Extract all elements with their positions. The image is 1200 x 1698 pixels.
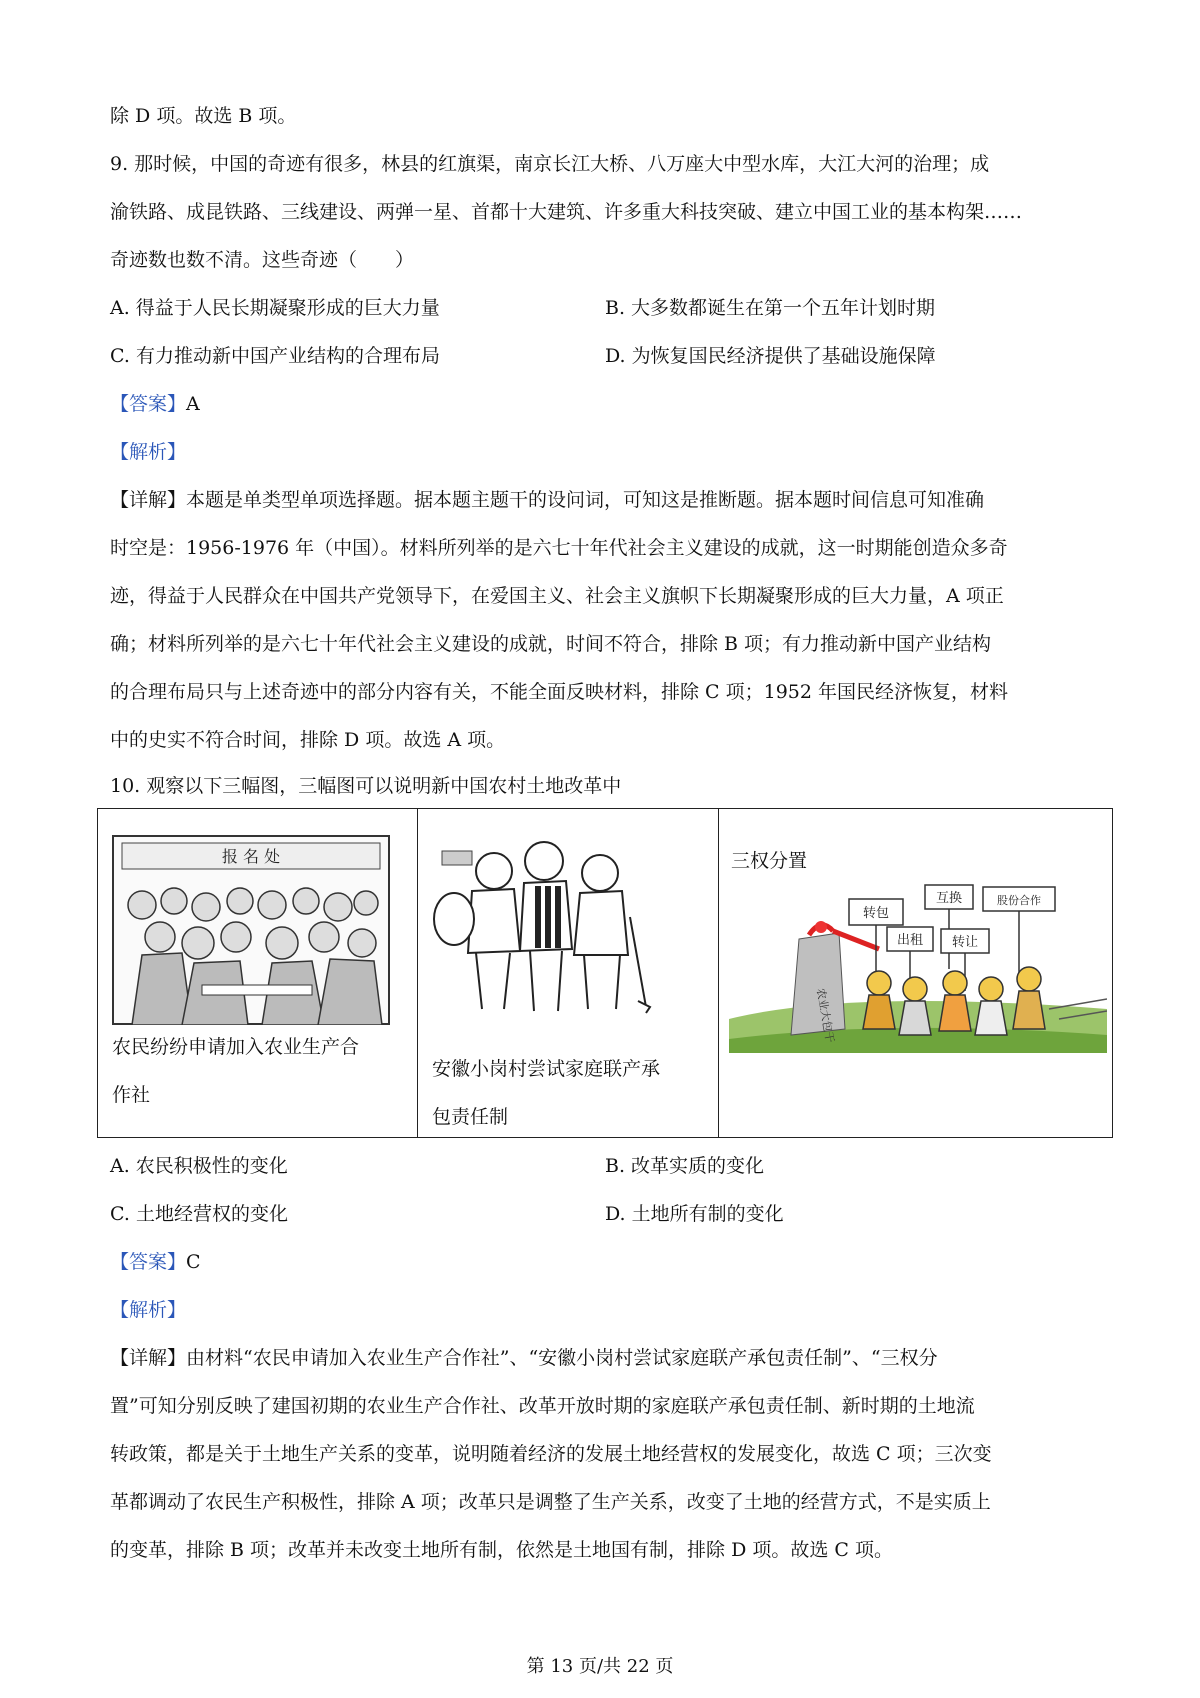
- monument-text: 农业大包干: [814, 987, 837, 1044]
- q9-option-b: B. 大多数都诞生在第一个五年计划时期: [605, 297, 936, 319]
- q10-option-a: A. 农民积极性的变化: [110, 1155, 288, 1177]
- detail-tag: 【详解】: [110, 1347, 187, 1369]
- answer-value: C: [186, 1251, 201, 1273]
- farmers-cartoon: [432, 831, 652, 1019]
- q10-analysis-heading: [110, 1298, 186, 1322]
- detail-text: 由材料“农民申请加入农业生产合作社”、“安徽小岗村尝试家庭联产承包责任制”、“三权分: [186, 1347, 938, 1369]
- q9-detail-line-2: 时空是：1956-1976 年（中国）。材料所列举的是六七十年代社会主义建设的成就，这一时期能创造众多奇: [110, 537, 1008, 559]
- analysis-tag: 【解析】: [110, 1299, 187, 1321]
- q10-detail-line-4: 革都调动了农民生产积极性，排除 A 项；改革只是调整了生产关系，改变了土地的经营方式，不是实质上: [110, 1491, 991, 1513]
- q9-option-a: A. 得益于人民长期凝聚形成的巨大力量: [110, 297, 440, 319]
- q10-detail-line-5: 的变革，排除 B 项；改革并未改变土地所有制，依然是土地国有制，排除 D 项。故选 C 项。: [110, 1539, 893, 1561]
- q9-detail-line-6: 中的史实不符合时间，排除 D 项。故选 A 项。: [110, 729, 506, 751]
- q10-option-b: B. 改革实质的变化: [605, 1155, 765, 1177]
- table-cell-three-rights: [718, 809, 1112, 1137]
- detail-text: 本题是单类型单项选择题。据本题主题干的设问词，可知这是推断题。据本题时间信息可知准确: [186, 489, 985, 511]
- cell1-caption-line-2: 作社: [112, 1084, 151, 1106]
- q9-stem-line-1: 9. 那时候，中国的奇迹有很多，林县的红旗渠，南京长江大桥、八万座大中型水库，大江大河的治理；成: [110, 153, 990, 175]
- q9-option-c: C. 有力推动新中国产业结构的合理布局: [110, 345, 440, 367]
- sign-chuzu: 出租: [896, 933, 924, 948]
- cooperative-illustration: [112, 835, 390, 1025]
- q9-detail-line-5: 的合理布局只与上述奇迹中的部分内容有关，不能全面反映材料，排除 C 项；1952 年国民经济恢复，材料: [110, 681, 1009, 703]
- q9-option-d: D. 为恢复国民经济提供了基础设施保障: [605, 345, 936, 367]
- table-cell-cooperative: [98, 809, 417, 1137]
- q10-answer: [110, 1250, 201, 1274]
- signboard-text: 报 名 处: [221, 847, 281, 866]
- prev-analysis-end: 除 D 项。故选 B 项。: [110, 105, 297, 127]
- q10-option-c: C. 土地经营权的变化: [110, 1203, 288, 1225]
- q10-option-d: D. 土地所有制的变化: [605, 1203, 784, 1225]
- q9-detail-line-1: [110, 488, 984, 512]
- answer-tag: 【答案】: [110, 393, 187, 415]
- sign-gufen-hezuo: 股份合作: [997, 894, 1041, 907]
- q9-stem-line-3: 奇迹数也数不清。这些奇迹（ ）: [110, 249, 415, 271]
- cell2-caption-line-2: 包责任制: [432, 1106, 509, 1128]
- cell2-caption-line-1: 安徽小岗村尝试家庭联产承: [432, 1058, 661, 1080]
- page-footer: 第 13 页/共 22 页: [526, 1656, 674, 1677]
- q9-answer: [110, 392, 200, 416]
- cell3-title: 三权分置: [731, 850, 808, 872]
- q9-analysis-heading: [110, 440, 186, 464]
- answer-tag: 【答案】: [110, 1251, 187, 1273]
- analysis-tag: 【解析】: [110, 441, 187, 463]
- three-rights-cartoon: [729, 879, 1107, 1053]
- cell1-caption-line-1: 农民纷纷申请加入农业生产合: [112, 1036, 360, 1058]
- answer-value: A: [186, 393, 200, 415]
- table-cell-household-contract: [417, 809, 718, 1137]
- q10-detail-line-1: [110, 1346, 938, 1370]
- q9-stem-line-2: 渝铁路、成昆铁路、三线建设、两弹一星、首都十大建筑、许多重大科技突破、建立中国工业的基本构架……: [110, 201, 1023, 223]
- q10-detail-line-2: 置”可知分别反映了建国初期的农业生产合作社、改革开放时期的家庭联产承包责任制、新时期的土地流: [110, 1395, 975, 1417]
- q10-stem: 10. 观察以下三幅图，三幅图可以说明新中国农村土地改革中: [110, 775, 622, 797]
- sign-zhuanbao: 转包: [862, 906, 890, 921]
- q10-image-table: [97, 808, 1113, 1138]
- sign-huhuan: 互换: [935, 891, 963, 906]
- q9-detail-line-4: 确；材料所列举的是六七十年代社会主义建设的成就，时间不符合，排除 B 项；有力推动新中国产业结构: [110, 633, 992, 655]
- sign-zhuanrang: 转让: [951, 935, 979, 950]
- detail-tag: 【详解】: [110, 489, 187, 511]
- q10-detail-line-3: 转政策，都是关于土地生产关系的变革，说明随着经济的发展土地经营权的发展变化，故选 C 项；三次变: [110, 1443, 992, 1465]
- q9-detail-line-3: 迹，得益于人民群众在中国共产党领导下，在爱国主义、社会主义旗帜下长期凝聚形成的巨大力量，A 项正: [110, 585, 1004, 607]
